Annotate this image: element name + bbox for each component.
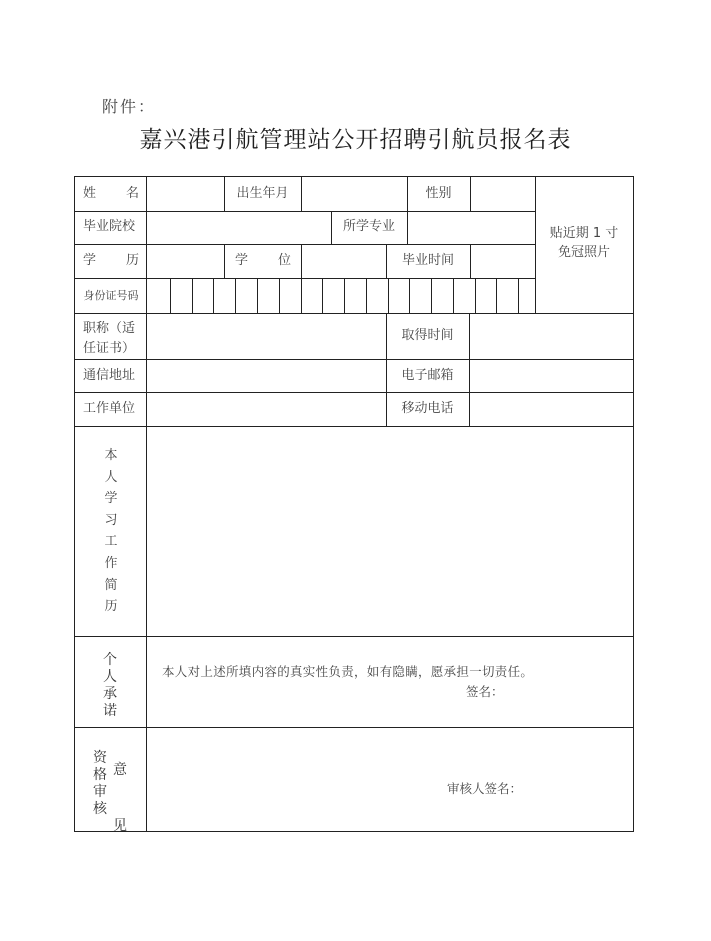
mobile-field[interactable] [469, 392, 633, 426]
degree-label: 学 位 [235, 253, 291, 268]
form-title: 嘉兴港引航管理站公开招聘引航员报名表 [139, 127, 572, 153]
obtain-time-label: 取得时间 [401, 328, 454, 343]
review-area [146, 727, 633, 831]
pledge-text: 本人对上述所填内容的真实性负责，如有隐瞒，愿承担一切责任。 [162, 664, 534, 679]
id-number-label: 身份证号码 [83, 289, 139, 302]
education-field[interactable] [146, 244, 224, 278]
address-field[interactable] [146, 359, 386, 392]
school-label: 毕业院校 [83, 219, 136, 234]
graduation-time-field[interactable] [470, 244, 535, 278]
birth-field[interactable] [301, 177, 407, 211]
resume-label: 本人学习工作简历 [104, 448, 118, 615]
school-field[interactable] [146, 211, 331, 244]
attachment-label: 附件： [102, 97, 157, 116]
pledge-area [146, 636, 633, 727]
pledge-signature-label: 签名： [466, 684, 504, 699]
title-cert-label: 职称（适任证书） [83, 321, 136, 356]
review-label-left: 资格审核 [93, 750, 107, 817]
address-label: 通信地址 [83, 368, 136, 383]
education-label: 学 历 [83, 253, 139, 268]
photo-label-line1: 贴近期 1 寸 [549, 226, 619, 241]
gender-label: 性别 [425, 186, 452, 201]
gender-field[interactable] [470, 177, 535, 211]
major-field[interactable] [407, 211, 535, 244]
major-label: 所学专业 [342, 219, 395, 234]
review-label-right: 意见 [113, 762, 127, 834]
reviewer-signature-label: 审核人签名： [447, 781, 523, 796]
pledge-signature-field[interactable] [506, 680, 626, 702]
obtain-time-field[interactable] [469, 313, 633, 359]
degree-field[interactable] [301, 244, 386, 278]
employer-label: 工作单位 [83, 401, 136, 416]
title-cert-field[interactable] [146, 313, 386, 359]
pledge-label: 个人承诺 [103, 652, 117, 719]
email-field[interactable] [469, 359, 633, 392]
id-number-field[interactable] [146, 278, 535, 313]
email-label: 电子邮箱 [401, 368, 454, 383]
photo-box[interactable] [535, 177, 633, 313]
employer-field[interactable] [146, 392, 386, 426]
photo-label-line2: 免冠照片 [557, 245, 610, 260]
resume-field[interactable] [146, 426, 633, 636]
birth-label: 出生年月 [236, 186, 289, 201]
column-divider [224, 244, 225, 278]
name-field[interactable] [146, 177, 224, 211]
reviewer-signature-field[interactable] [526, 777, 626, 799]
name-label: 姓 名 [83, 186, 139, 201]
graduation-time-label: 毕业时间 [401, 253, 454, 268]
registration-form-table [74, 176, 634, 832]
mobile-label: 移动电话 [401, 401, 454, 416]
